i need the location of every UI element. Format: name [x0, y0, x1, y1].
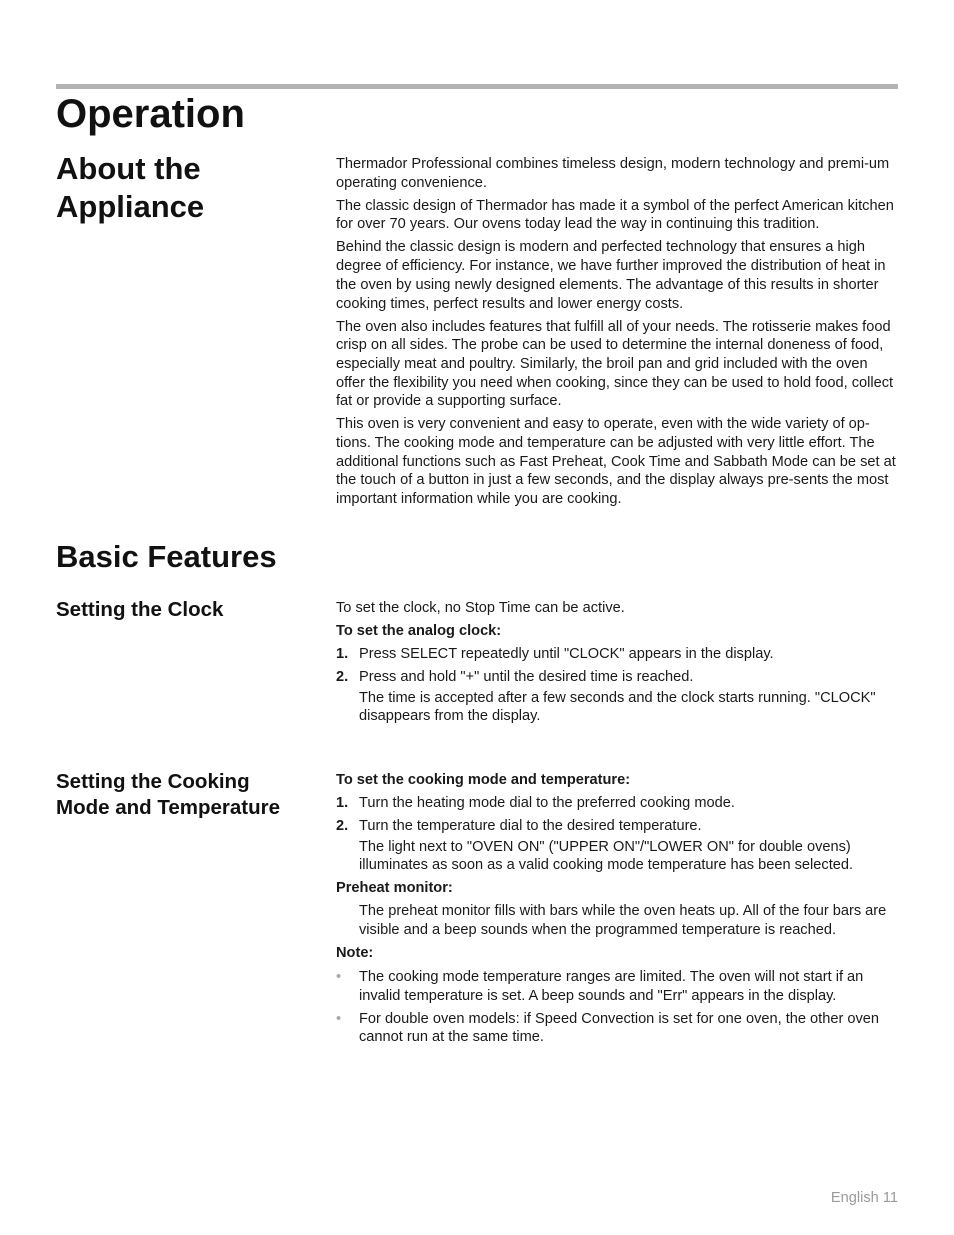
bullet-icon: •: [336, 1010, 342, 1027]
about-heading-line1: About the: [56, 151, 201, 186]
step-number: 1.: [336, 795, 349, 811]
bullet-icon: •: [336, 968, 342, 985]
clock-step: [336, 668, 900, 687]
clock-heading: Setting the Clock: [56, 598, 224, 621]
note-text: For double oven models: if Speed Convection is set for one oven, the other oven cannot run at the same time.: [359, 1010, 880, 1046]
about-body: [336, 155, 900, 513]
cooking-body: [336, 771, 900, 1051]
step-text: Turn the temperature dial to the desired temperature.: [359, 818, 702, 834]
cooking-heading-line1: Setting the Cooking: [56, 770, 250, 793]
cooking-heading-line2: Mode and Temperature: [56, 796, 281, 819]
note-label: Note:: [336, 945, 374, 962]
clock-intro: To set the clock, no Stop Time can be active.: [336, 600, 625, 616]
cooking-step: [336, 817, 900, 836]
page-footer: English 11: [830, 1190, 898, 1206]
about-paragraph: Behind the classic design is modern and perfected technology that ensures a high degree of efficiency. For instance, we have further improved the distribution of heat in the oven by using newly designed elements. The advantage of this results in shorter cooking times, perfect results and lower energy costs.: [336, 239, 886, 312]
step-text: Press SELECT repeatedly until "CLOCK" appears in the display.: [359, 646, 774, 662]
clock-result: The time is accepted after a few seconds and the clock starts running. "CLOCK" disappears from the display.: [359, 689, 876, 725]
cooking-step: [336, 794, 900, 813]
about-paragraph: Thermador Professional combines timeless design, modern technology and premi-um operating convenience.: [336, 156, 890, 191]
header-rule: [56, 84, 898, 89]
step-text: Turn the heating mode dial to the preferred cooking mode.: [359, 795, 735, 811]
clock-step: [336, 645, 900, 664]
step-number: 2.: [336, 818, 349, 834]
cooking-heading: [56, 769, 280, 821]
note-item: [336, 968, 900, 1005]
note-item: [336, 1010, 900, 1047]
note-text: The cooking mode temperature ranges are limited. The oven will not start if an invalid temperature is set. A beep sounds and "Err" appears in the display.: [359, 968, 864, 1004]
preheat-label: Preheat monitor:: [336, 880, 453, 897]
clock-body: [336, 599, 900, 730]
about-heading: [56, 150, 204, 226]
about-paragraph: The classic design of Thermador has made it a symbol of the perfect American kitchen for over 70 years. Our ovens today lead the way in continuing this tradition.: [336, 197, 894, 233]
basic-features-heading: Basic Features: [56, 539, 277, 574]
about-paragraph: This oven is very convenient and easy to operate, even with the wide variety of op-tions. The cooking mode and temperature can be adjusted with very little effort. The additional functions such as Fast Preheat, Cook Time and Sabbath Mode can be set at the touch of a button in just a few seconds, and the display always pre-sents the most important information while you are cooking.: [336, 416, 896, 508]
cooking-subheading: To set the cooking mode and temperature:: [336, 772, 631, 788]
step-number: 2.: [336, 669, 349, 685]
about-paragraph: The oven also includes features that fulfill all of your needs. The rotisserie makes food crisp on all sides. The probe can be used to determine the internal doneness of food, especially meat and poultry. Similarly, the broil pan and grid included with the oven offer the flexibility you need when cooking, since they can be used to hold food, collect fat or provide a supporting surface.: [336, 318, 894, 410]
step-number: 1.: [336, 646, 349, 662]
page-title: Operation: [56, 92, 245, 136]
preheat-text: The preheat monitor fills with bars while the oven heats up. All of the four bars are visible and a beep sounds when the programmed temperature is reached.: [359, 903, 887, 939]
cooking-result: The light next to "OVEN ON" ("UPPER ON"/"LOWER ON" for double ovens) illuminates as soon as a valid cooking mode temperature has been selected.: [359, 838, 854, 874]
step-text: Press and hold "+" until the desired time is reached.: [359, 669, 694, 685]
about-heading-line2: Appliance: [56, 189, 205, 224]
clock-subheading: To set the analog clock:: [336, 623, 502, 639]
